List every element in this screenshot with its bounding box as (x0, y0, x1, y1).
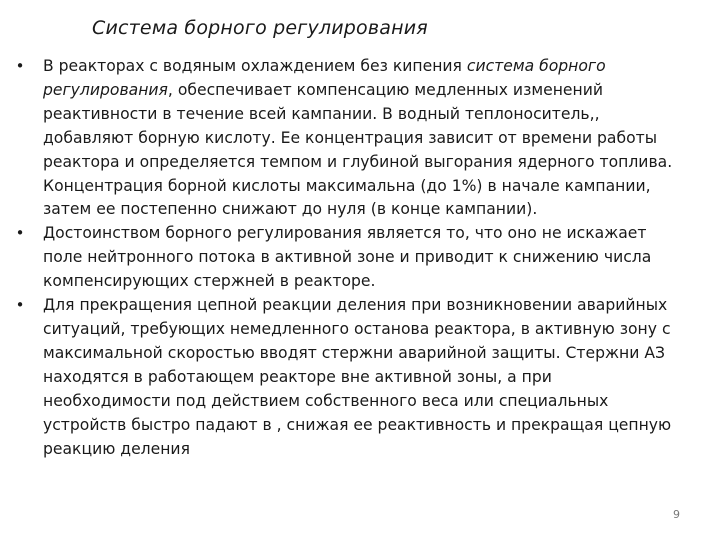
slide-title: Система борного регулирования (92, 17, 428, 39)
bullet-text-italic-term: система борного регулирования (43, 57, 606, 99)
bullet-text-start: В реакторах с водяным охлаждением без кипения (43, 57, 467, 75)
bullet-text (43, 57, 672, 218)
bullet-text-rest: , обеспечивает компенсацию медленных изменений реактивности в течение всей кампании. В водный теплоноситель,, добавляют борную кислоту. Ее концентрация зависит от времени работы реактора и определяется темпом и глубиной выгорания ядерного топлива. Концентрация борной кислоты максимальна (до 1%) в начале кампании, затем ее постепенно снижают до нуля (в конце кампании). (43, 80, 673, 219)
bullet-text: Достоинством борного регулирования является то, что оно не искажает поле нейтронного потока в активной зоне и приводит к снижению числа компенсирующих стержней в реакторе. (43, 224, 652, 291)
bullet-dot-icon: • (15, 57, 25, 75)
bullet-item-advantage (14, 222, 674, 294)
page-number: 9 (673, 508, 680, 521)
bullet-item-emergency-rods (14, 294, 674, 461)
bullet-dot-icon: • (15, 296, 25, 315)
bullet-text: Для прекращения цепной реакции деления при возникновении аварийных ситуаций, требующих немедленного останова реактора, в активную зону с максимальной скоростью вводят стержни аварийной защиты. Стержни АЗ находятся в работающем реакторе вне активной зоны, а при необходимости под действием собственного веса или специальных устройств быстро падают в , снижая ее реактивность и прекращая цепную реакцию деления (43, 296, 672, 458)
bullet-list (14, 55, 674, 461)
bullet-dot-icon: • (15, 224, 25, 243)
bullet-item-boron-system (14, 55, 674, 222)
